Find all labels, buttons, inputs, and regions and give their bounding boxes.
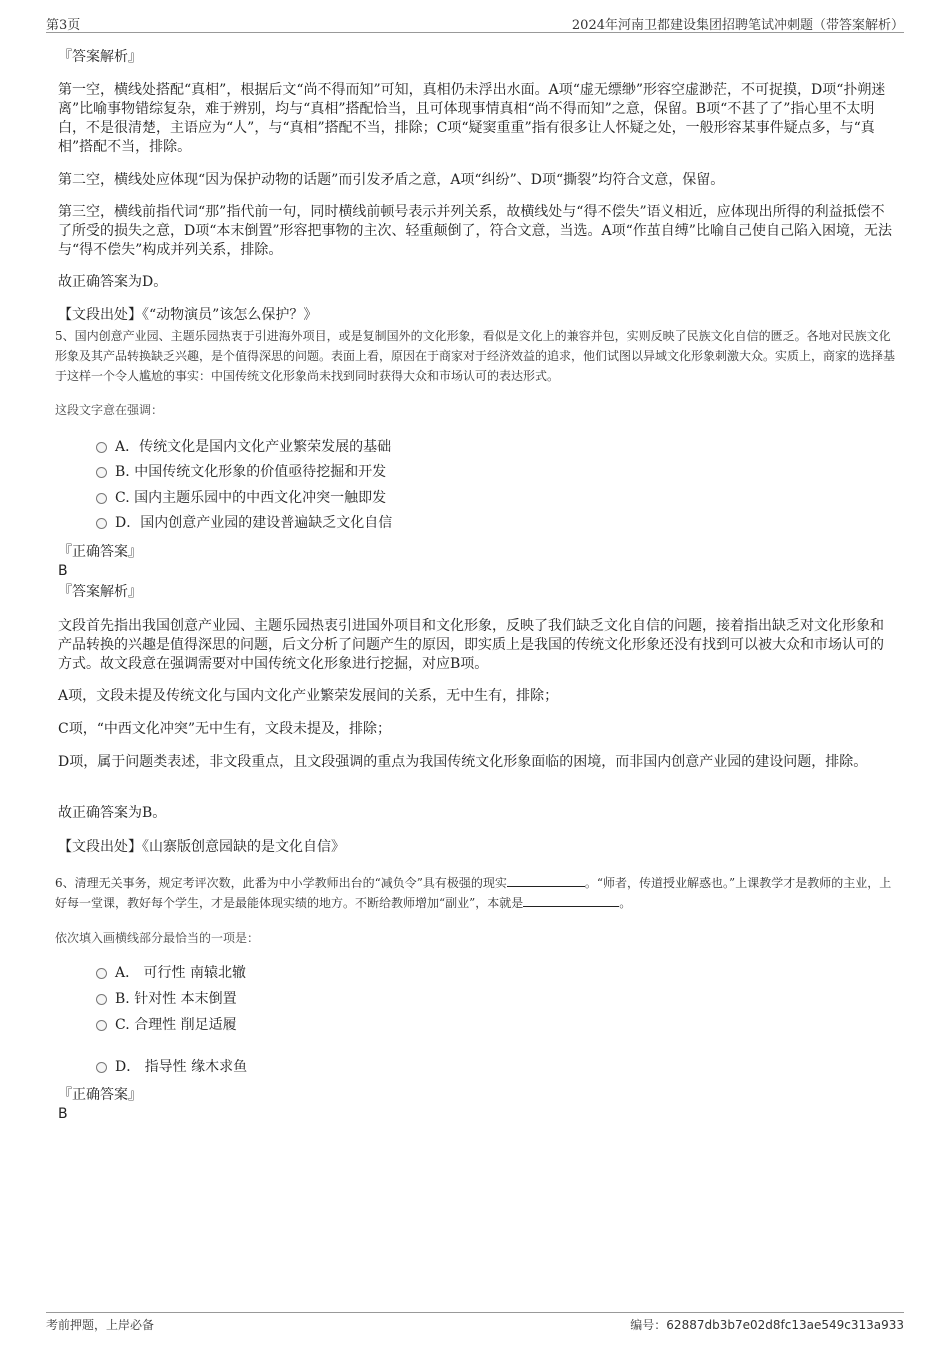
q6-answer-label: 『正确答案』 bbox=[58, 1087, 142, 1103]
q6-answer: B bbox=[58, 1106, 68, 1122]
q6-option-d[interactable] bbox=[96, 1057, 247, 1077]
q6-option-c[interactable] bbox=[96, 1015, 237, 1035]
option-label: D． 指导性 缘木求鱼 bbox=[115, 1059, 248, 1075]
radio-icon[interactable] bbox=[96, 518, 107, 529]
option-label: D．国内创意产业园的建设普遍缺乏文化自信 bbox=[115, 515, 393, 531]
q4-analysis-p3: 第三空，横线前指代词“那”指代前一句，同时横线前顿号表示并列关系，故横线处与“得不偿失”语义相近，应体现出所得的利益抵偿不了所受的损失之意，D项“本末倒置”形容把事物的主次、轻重颠倒了，符合文意，当选。A项“作茧自缚”比喻自己使自己陷入困境，无法与“得不偿失”构成并列关系，排除。 bbox=[58, 204, 892, 258]
document-code: 编号：62887db3b7e02d8fc13ae549c313a933 bbox=[630, 1318, 904, 1332]
q4-conclusion: 故正确答案为D。 bbox=[58, 274, 168, 290]
q6-option-a[interactable] bbox=[96, 963, 246, 983]
radio-icon[interactable] bbox=[96, 1062, 107, 1073]
option-label: B. 中国传统文化形象的价值亟待挖掘和开发 bbox=[115, 464, 387, 480]
radio-icon[interactable] bbox=[96, 968, 107, 979]
q5-prompt: 这段文字意在强调： bbox=[55, 403, 164, 417]
q5-option-c[interactable] bbox=[96, 488, 386, 508]
option-label: A．传统文化是国内文化产业繁荣发展的基础 bbox=[115, 439, 392, 455]
q5-analysis-p1: 文段首先指出我国创意产业园、主题乐园热衷引进国外项目和文化形象，反映了我们缺乏文化自信的问题，接着指出缺乏对文化形象和产品转换的兴趣是值得深思的问题，后文分析了问题产生的原因，即实质上是我国的传统文化形象还没有找到可以被大众和市场认可的方式。故文段意在强调需要对中国传统文化形象进行挖掘，对应B项。 bbox=[58, 618, 884, 672]
q4-analysis-label: 『答案解析』 bbox=[58, 49, 142, 65]
q5-answer: B bbox=[58, 563, 68, 579]
q4-source: 【文段出处】《“动物演员”该怎么保护？》 bbox=[58, 307, 318, 323]
q6-prompt: 依次填入画横线部分最恰当的一项是： bbox=[55, 931, 260, 945]
q5-analysis-p3: C项，“中西文化冲突”无中生有，文段未提及，排除； bbox=[58, 721, 392, 737]
q5-conclusion: 故正确答案为B。 bbox=[58, 805, 167, 821]
q5-option-d[interactable] bbox=[96, 513, 392, 533]
fill-blank-1 bbox=[507, 873, 585, 887]
q5-stem: 5、国内创意产业园、主题乐园热衷于引进海外项目，或是复制国外的文化形象，看似是文化上的兼容并包，实则反映了民族文化自信的匮乏。各地对民族文化形象及其产品转换缺乏兴趣，是个值得深思的问题。表面上看，原因在于商家对于经济效益的追求，他们试图以异域文化形象刺激大众。实质上，商家的选择基于这样一个令人尴尬的事实：中国传统文化形象尚未找到同时获得大众和市场认可的表达形式。 bbox=[55, 329, 896, 383]
page-number: 第3页 bbox=[46, 18, 81, 33]
radio-icon[interactable] bbox=[96, 442, 107, 453]
fill-blank-2 bbox=[523, 893, 619, 907]
q6-stem bbox=[55, 873, 897, 913]
q5-analysis-label: 『答案解析』 bbox=[58, 584, 142, 600]
q4-analysis-p2: 第二空，横线处应体现“因为保护动物的话题”而引发矛盾之意，A项“纠纷”、D项“撕裂”均符合文意，保留。 bbox=[58, 172, 725, 188]
option-label: C. 国内主题乐园中的中西文化冲突一触即发 bbox=[115, 490, 387, 506]
radio-icon[interactable] bbox=[96, 1020, 107, 1031]
q6-stem-part2: 。“师者，传道授业解惑也。”上课教学才是教师的主业，上好每一堂课，教好每个学生，才是最能体现实绩的地方。不断给教师增加“副业”，本就是 bbox=[55, 876, 892, 910]
page-footer bbox=[46, 1312, 904, 1335]
q5-answer-label: 『正确答案』 bbox=[58, 544, 142, 560]
q5-option-b[interactable] bbox=[96, 462, 386, 482]
q6-option-b[interactable] bbox=[96, 989, 237, 1009]
radio-icon[interactable] bbox=[96, 467, 107, 478]
q6-stem-part3: 。 bbox=[619, 896, 632, 910]
footer-slogan: 考前押题，上岸必备 bbox=[46, 1318, 155, 1332]
document-title: 2024年河南卫都建设集团招聘笔试冲刺题（带答案解析） bbox=[571, 18, 904, 33]
radio-icon[interactable] bbox=[96, 493, 107, 504]
q4-analysis-p1: 第一空，横线处搭配“真相”，根据后文“尚不得而知”可知，真相仍未浮出水面。A项“虚无缥缈”形容空虚渺茫，不可捉摸，D项“扑朔迷离”比喻事物错综复杂，难于辨别，均与“真相”搭配恰当，且可体现事情真相“尚不得而知”之意，保留。B项“不甚了了”指心里不太明白，不是很清楚，主语应为“人”，与“真相”搭配不当，排除；C项“疑窦重重”指有很多让人怀疑之处，一般形容某事件疑点多，与“真相”搭配不当，排除。 bbox=[58, 82, 886, 155]
option-label: B. 针对性 本末倒置 bbox=[115, 991, 237, 1007]
q6-stem-part1: 6、清理无关事务，规定考评次数，此番为中小学教师出台的“减负令”具有极强的现实 bbox=[55, 876, 507, 890]
q5-source: 【文段出处】《山寨版创意园缺的是文化自信》 bbox=[58, 839, 345, 855]
q5-analysis-p4: D项，属于问题类表述，非文段重点，且文段强调的重点为我国传统文化形象面临的困境，而非国内创意产业园的建设问题，排除。 bbox=[58, 754, 868, 770]
radio-icon[interactable] bbox=[96, 994, 107, 1005]
option-label: C. 合理性 削足适履 bbox=[115, 1017, 237, 1033]
q5-option-a[interactable] bbox=[96, 437, 391, 457]
q5-analysis-p2: A项，文段未提及传统文化与国内文化产业繁荣发展间的关系，无中生有，排除； bbox=[58, 688, 559, 704]
option-label: A． 可行性 南辕北辙 bbox=[115, 965, 247, 981]
